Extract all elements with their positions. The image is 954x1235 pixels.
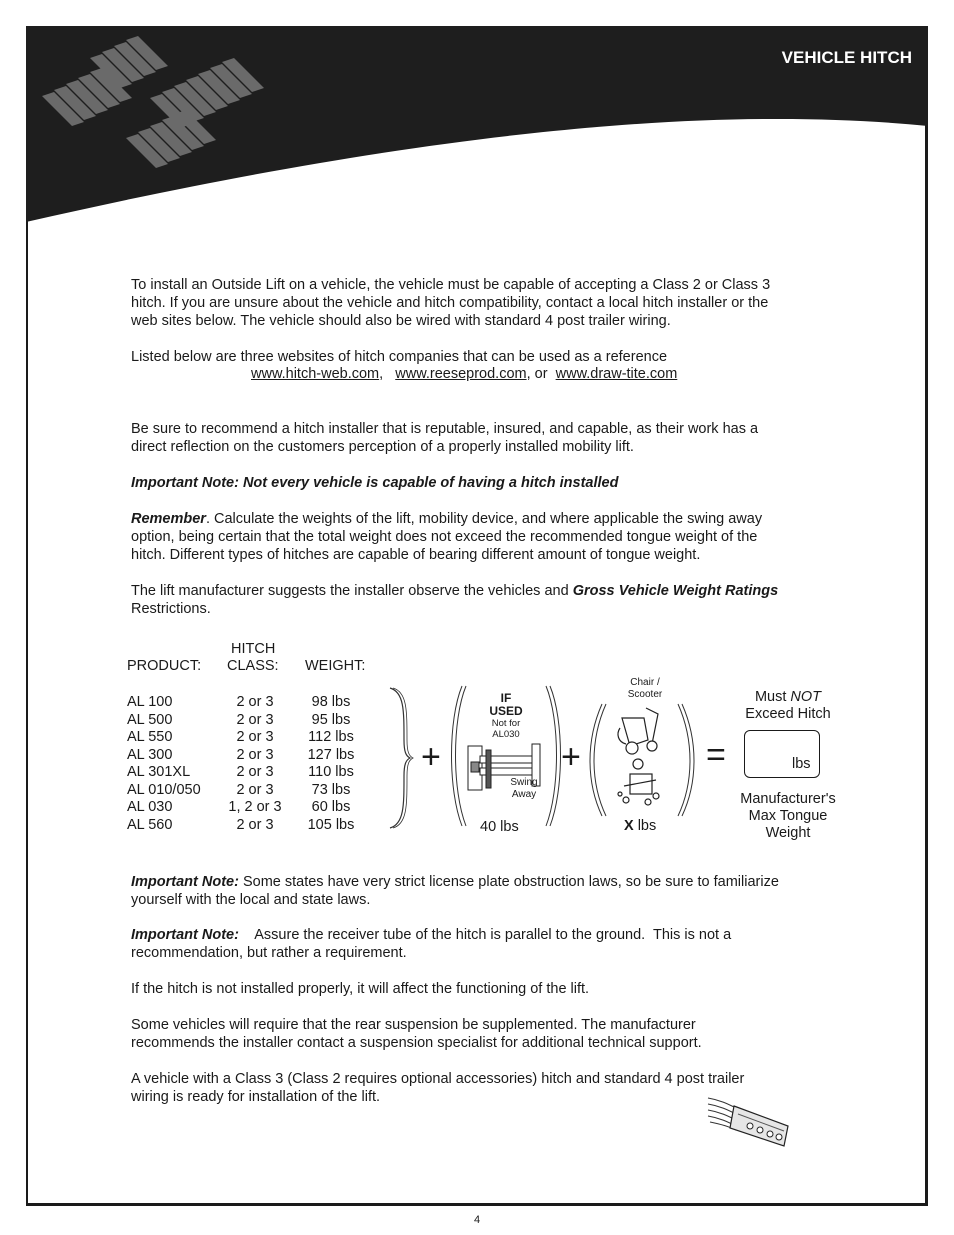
suspension-line: Some vehicles will require that the rear suspension be supplemented. The manufacturer: [131, 1017, 696, 1033]
equals-sign: =: [706, 736, 726, 774]
product-column: [127, 694, 201, 834]
weight-cell: 112 lbs: [308, 729, 354, 745]
device-weight: [624, 818, 656, 835]
if-used-line: IF: [500, 691, 512, 705]
ready-line: A vehicle with a Class 3 (Class 2 requires optional accessories) hitch and standard 4 post trailer: [131, 1071, 745, 1087]
gvwr-text: The lift manufacturer suggests the installer observe the vehicles and: [131, 583, 573, 599]
intro-line: To install an Outside Lift on a vehicle, the vehicle must be capable of accepting a Class 2 or Class 3: [131, 277, 771, 293]
x-variable: X: [624, 818, 634, 834]
intro-line: web sites below. The vehicle should also be wired with standard 4 post trailer wiring.: [131, 313, 671, 329]
mfr-line: Manufacturer's: [740, 791, 836, 807]
weight-header: WEIGHT:: [305, 658, 366, 674]
not-emphasis: NOT: [790, 689, 822, 705]
install-warning: If the hitch is not installed properly, it will affect the functioning of the lift.: [131, 981, 590, 997]
weight-cell: 110 lbs: [308, 764, 354, 780]
note-text: Some states have very strict license plate obstruction laws, so be sure to familiarize: [238, 874, 779, 890]
ready-line: wiring is ready for installation of the lift.: [131, 1089, 381, 1105]
not-for-label: [484, 718, 528, 740]
plus-sign: +: [561, 738, 581, 776]
remember-line: hitch. Different types of hitches are capable of bearing different amount of tongue weight.: [131, 547, 701, 563]
suspension-paragraph: [131, 1016, 851, 1052]
suspension-line: recommends the installer contact a suspension specialist for additional technical support.: [131, 1035, 702, 1051]
note-text: recommendation, but rather a requirement.: [131, 945, 407, 961]
product-cell: AL 301XL: [127, 764, 191, 780]
product-cell: AL 030: [127, 799, 173, 815]
note-label: Important Note:: [131, 874, 239, 890]
website-links: [251, 366, 677, 382]
important-note-1: Important Note: Not every vehicle is capable of having a hitch installed: [131, 475, 619, 491]
product-cell: AL 500: [127, 711, 173, 728]
link-draw-tite[interactable]: www.draw-tite.com: [555, 366, 678, 382]
gvwr-emphasis: Gross Vehicle Weight Ratings: [572, 583, 779, 599]
intro-paragraph: [131, 276, 851, 330]
installer-line: direct reflection on the customers perception of a properly installed mobility lift.: [131, 439, 634, 455]
curly-brace-icon: [390, 688, 410, 828]
class-cell: 2 or 3: [236, 746, 274, 763]
chair-scooter-label: [618, 677, 672, 701]
important-note-2: [131, 873, 861, 909]
gvwr-text: Restrictions.: [131, 601, 211, 617]
link-reeseprod[interactable]: www.reeseprod.com: [395, 366, 527, 382]
swing-weight: 40 lbs: [480, 819, 519, 835]
installer-line: Be sure to recommend a hitch installer that is reputable, insured, and capable, as their work has a: [131, 421, 759, 437]
page-number: 4: [473, 1214, 481, 1226]
if-used-line: USED: [489, 704, 523, 718]
note-text: yourself with the local and state laws.: [131, 892, 371, 908]
hitch-header: HITCH: [231, 641, 276, 657]
weight-cell: 98 lbs: [311, 694, 351, 710]
weight-cell: 105 lbs: [307, 816, 355, 833]
product-cell: AL 300: [127, 746, 173, 763]
must-not-text: Must: [754, 689, 791, 705]
note-label: Important Note:: [131, 927, 239, 943]
remember-paragraph: [131, 510, 851, 564]
remember-line: option, being certain that the total weight does not exceed the recommended tongue weight of the: [131, 529, 758, 545]
trailer-connector-icon: [706, 1094, 796, 1154]
class-cell: 2 or 3: [236, 781, 274, 798]
websites-intro: Listed below are three websites of hitch companies that can be used as a reference: [131, 349, 668, 365]
note-text: Assure the receiver tube of the hitch is parallel to the ground. This is not a: [238, 927, 732, 943]
class-column: [222, 694, 288, 834]
gvwr-paragraph: [131, 582, 871, 618]
if-used-label: [486, 692, 526, 718]
installer-paragraph: [131, 420, 851, 456]
scooter-icon: [618, 708, 658, 754]
chair-line: Chair /: [630, 677, 660, 688]
product-cell: AL 560: [127, 816, 173, 833]
weight-column: [300, 694, 362, 834]
important-note-3: [131, 926, 851, 962]
class-cell: 2 or 3: [236, 694, 274, 710]
product-cell: AL 100: [127, 694, 173, 710]
must-not-text: Exceed Hitch: [745, 706, 831, 722]
product-header: PRODUCT:: [127, 658, 202, 674]
not-for-line: AL030: [492, 729, 520, 740]
class-cell: 2 or 3: [236, 764, 274, 780]
swing-line: Swing: [510, 777, 538, 788]
class-cell: 2 or 3: [236, 816, 274, 833]
mfr-line: Max Tongue: [748, 808, 828, 824]
link-separator: ,: [379, 366, 384, 382]
class-header: CLASS:: [227, 658, 279, 674]
weight-cell: 60 lbs: [311, 799, 351, 815]
weight-cell: 95 lbs: [311, 711, 351, 728]
weight-cell: 127 lbs: [307, 746, 355, 763]
must-not-label: [732, 689, 844, 723]
chair-line: Scooter: [627, 689, 663, 700]
section-title: VEHICLE HITCH: [781, 48, 912, 67]
class-cell: 2 or 3: [236, 711, 274, 728]
not-for-line: Not for: [491, 718, 521, 729]
class-cell: 2 or 3: [236, 729, 274, 745]
remember-label: Remember: [131, 511, 206, 527]
mfr-line: Weight: [765, 825, 811, 841]
link-separator: , or: [526, 366, 548, 382]
tongue-weight-unit: lbs: [792, 756, 811, 772]
intro-line: hitch. If you are unsure about the vehicle and hitch compatibility, contact a local hitch installer or the: [131, 295, 769, 311]
swing-line: Away: [511, 789, 537, 800]
link-hitch-web[interactable]: www.hitch-web.com: [251, 366, 380, 382]
wheelchair-icon: [618, 759, 659, 805]
remember-line: . Calculate the weights of the lift, mobility device, and where applicable the swing away: [205, 511, 763, 527]
plus-sign: +: [421, 738, 441, 776]
product-cell: AL 010/050: [127, 781, 201, 798]
swing-away-label: [502, 777, 546, 801]
manufacturer-label: [728, 791, 848, 842]
product-cell: AL 550: [127, 729, 173, 745]
x-unit: lbs: [633, 818, 657, 834]
weight-cell: 73 lbs: [311, 781, 351, 798]
class-cell: 1, 2 or 3: [228, 799, 282, 815]
